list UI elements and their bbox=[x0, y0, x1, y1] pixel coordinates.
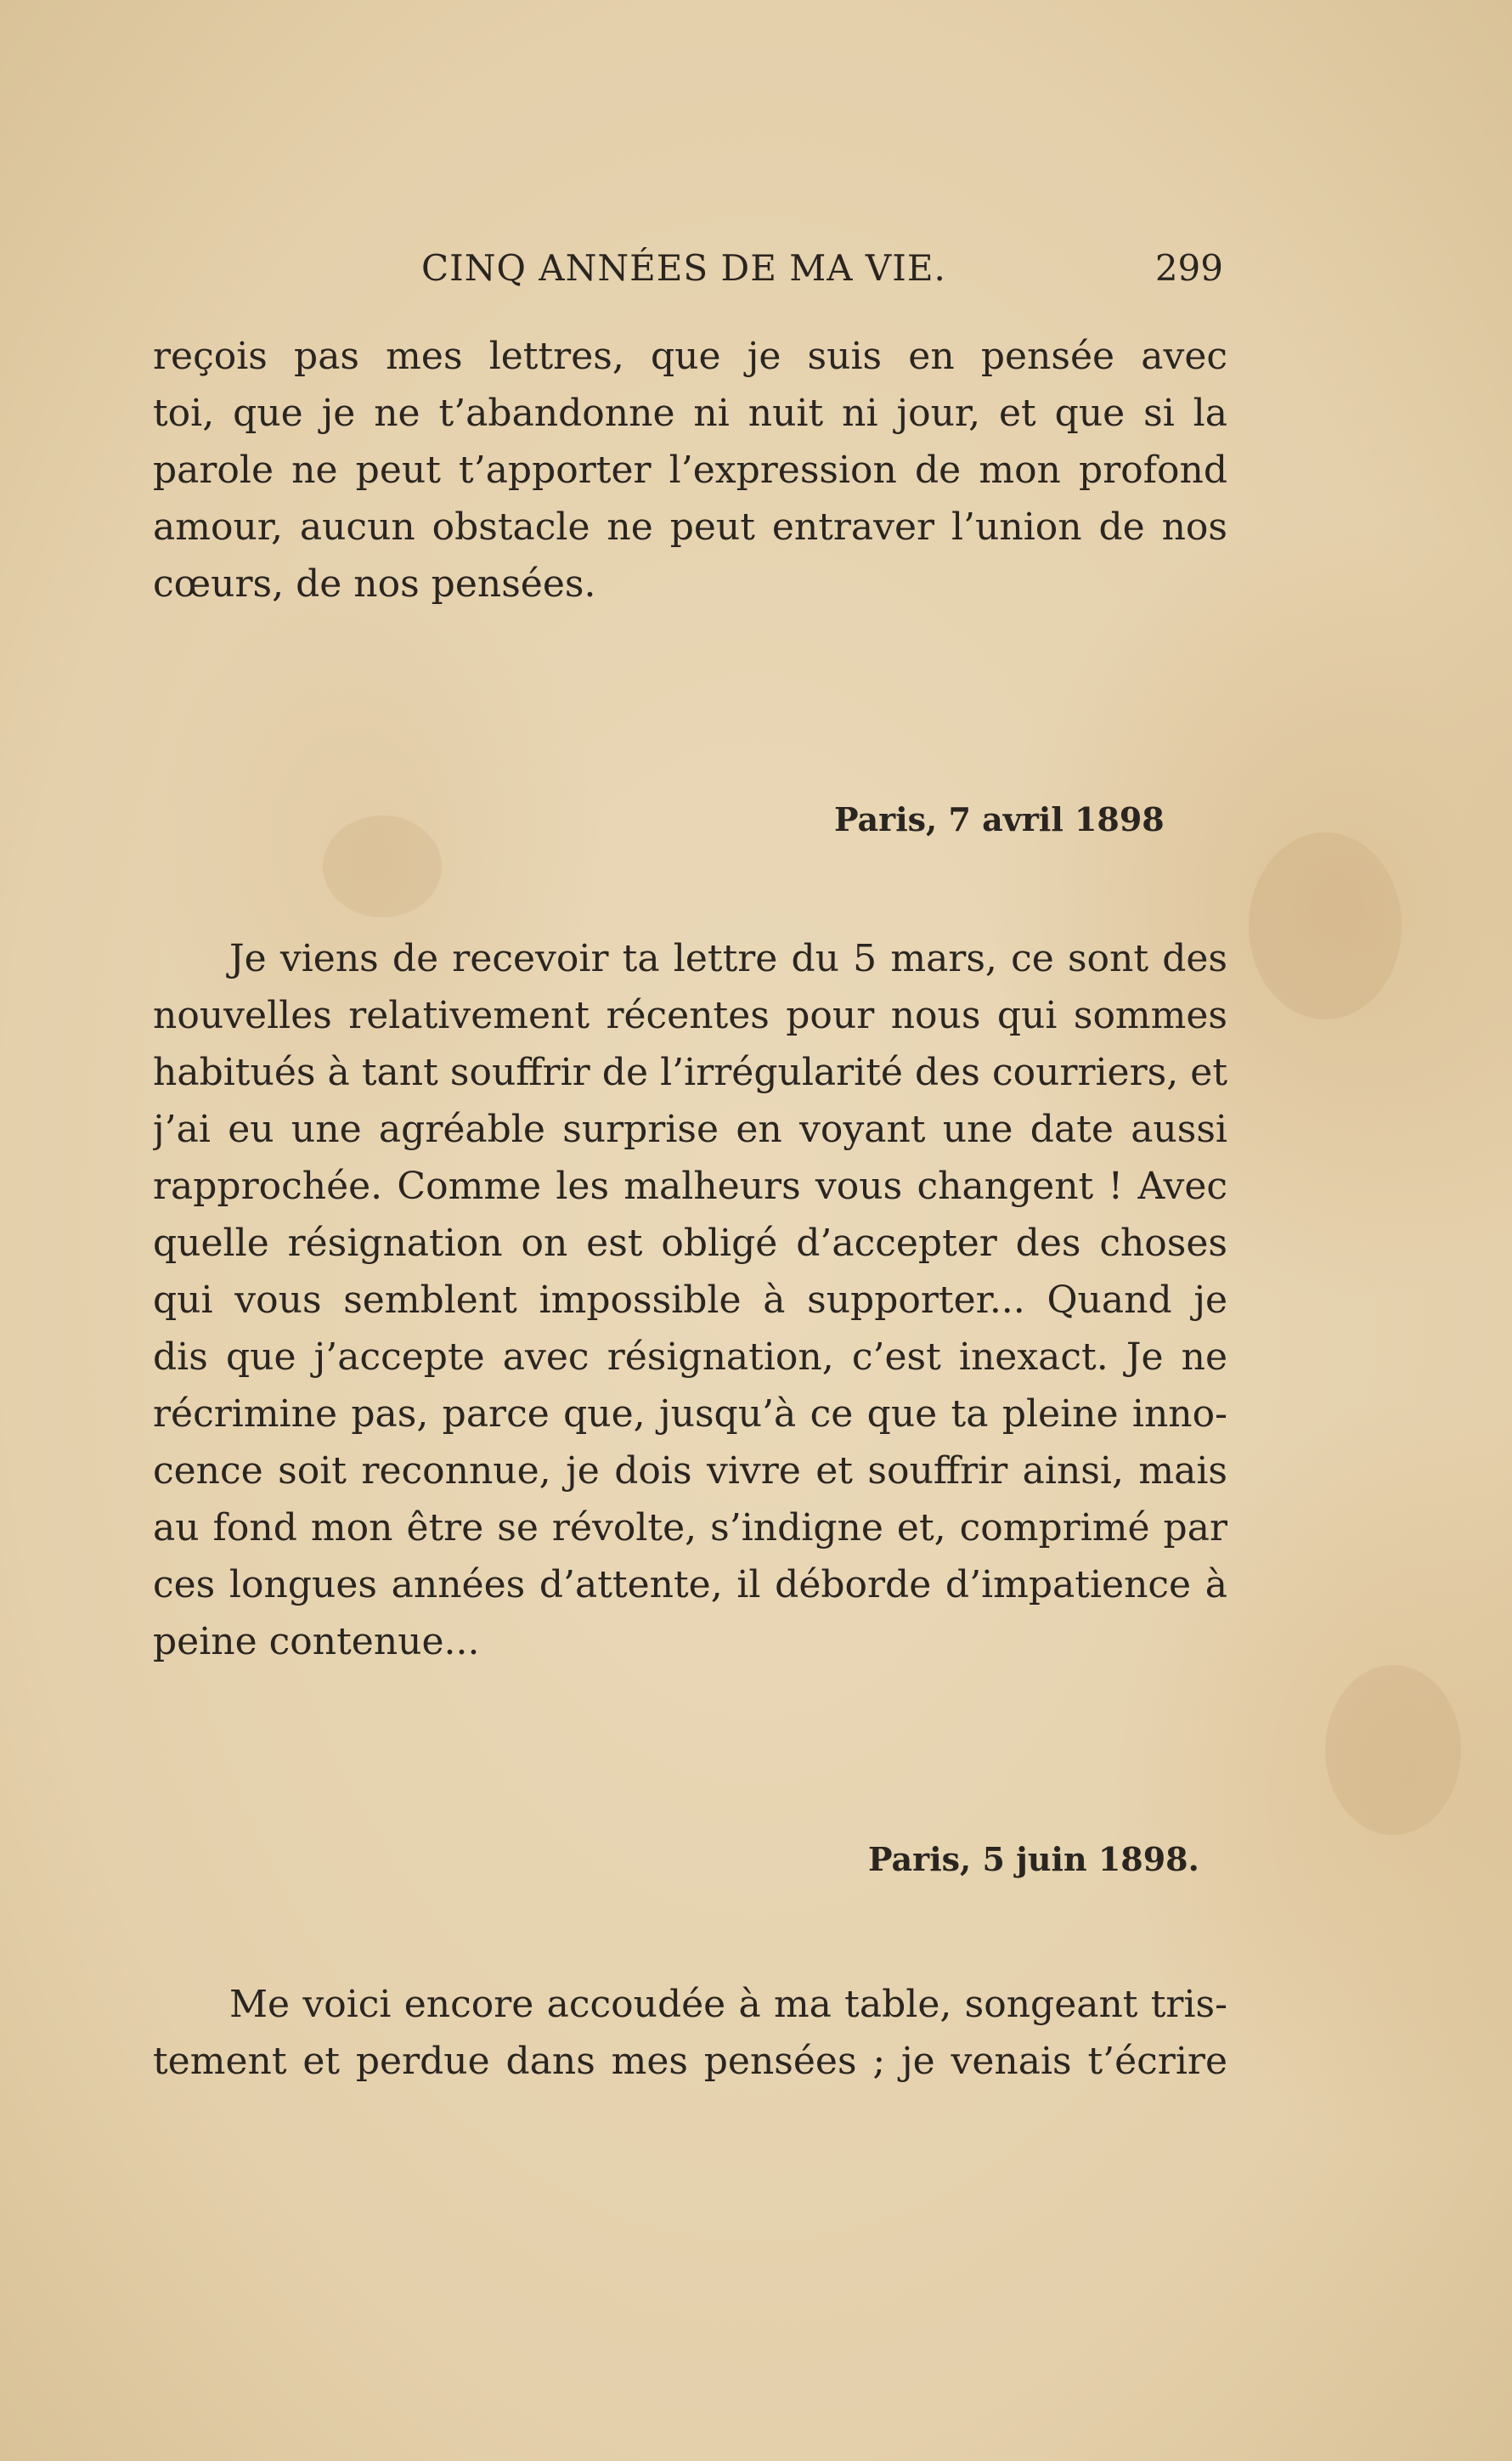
page-number: 299 bbox=[1154, 247, 1223, 289]
text-line: toi, que je ne t’abandonne ni nuit ni jour, et que si la bbox=[153, 392, 1227, 435]
text-line: reçois pas mes lettres, que je suis en pensée avec bbox=[153, 335, 1227, 378]
text-line: rapprochée. Comme les malheurs vous changent ! Avec bbox=[153, 1165, 1227, 1208]
text-line: dis que j’accepte avec résignation, c’est inexact. Je ne bbox=[153, 1335, 1227, 1379]
paper-stain bbox=[323, 816, 442, 917]
text-line: cœurs, de nos pensées. bbox=[153, 562, 596, 606]
text-line: Me voici encore accoudée à ma table, songeant tris- bbox=[229, 1983, 1227, 2026]
text-line: Je viens de recevoir ta lettre du 5 mars, ce sont des bbox=[229, 937, 1227, 980]
paper-stain bbox=[1325, 1665, 1461, 1835]
text-line: habitués à tant souffrir de l’irrégularité des courriers, et bbox=[153, 1051, 1227, 1094]
text-line: cence soit reconnue, je dois vivre et souffrir ainsi, mais bbox=[153, 1449, 1227, 1493]
text-line: amour, aucun obstacle ne peut entraver l’union de nos bbox=[153, 505, 1227, 549]
text-line: tement et perdue dans mes pensées ; je venais t’écrire bbox=[153, 2040, 1227, 2083]
text-line: quelle résignation on est obligé d’accepter des choses bbox=[153, 1222, 1227, 1265]
text-line: j’ai eu une agréable surprise en voyant une date aussi bbox=[153, 1108, 1227, 1151]
text-line: qui vous semblent impossible à supporter... Quand je bbox=[153, 1278, 1227, 1322]
letter-dateline: Paris, 7 avril 1898 bbox=[834, 800, 1165, 838]
paragraph-continuation bbox=[153, 328, 1227, 612]
text-line: au fond mon être se révolte, s’indigne et, comprimé par bbox=[153, 1506, 1227, 1549]
letter-paragraph bbox=[153, 930, 1227, 1670]
paper-stain bbox=[1249, 833, 1402, 1019]
text-line: parole ne peut t’apporter l’expression de mon profond bbox=[153, 449, 1227, 492]
text-line: peine contenue... bbox=[153, 1620, 480, 1663]
letter-dateline: Paris, 5 juin 1898. bbox=[868, 1840, 1199, 1878]
text-line: ces longues années d’attente, il déborde d’impatience à bbox=[153, 1563, 1227, 1606]
page-header bbox=[161, 243, 1223, 294]
letter-paragraph bbox=[153, 1976, 1227, 2090]
running-title: CINQ ANNÉES DE MA VIE. bbox=[421, 247, 946, 289]
text-line: nouvelles relativement récentes pour nous qui sommes bbox=[153, 994, 1227, 1037]
text-line: récrimine pas, parce que, jusqu’à ce que ta pleine inno- bbox=[153, 1392, 1227, 1436]
